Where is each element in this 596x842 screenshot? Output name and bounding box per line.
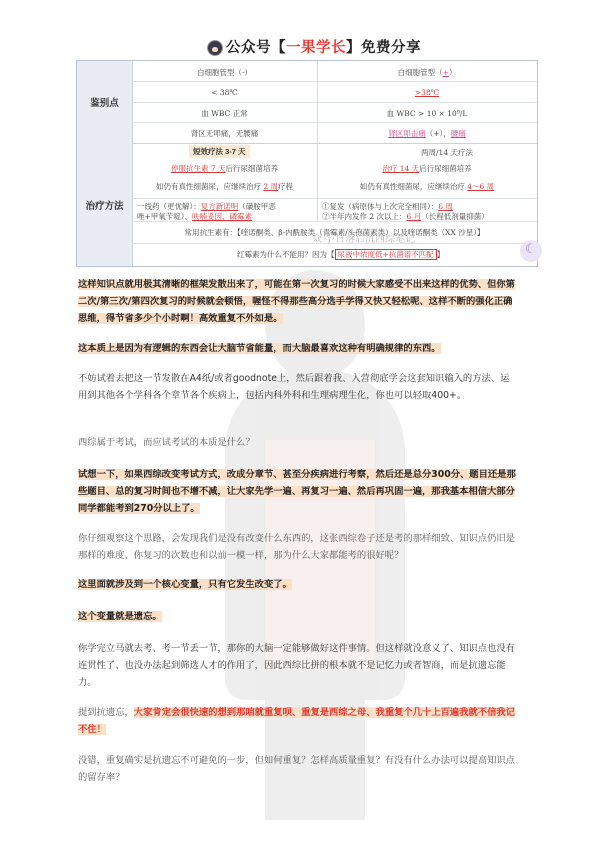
recurrence-1: ①复发（病原体与上次完全相同）：6 周 <box>322 202 453 211</box>
header-title: 公众号【一果学长】免费分享 <box>226 40 421 56</box>
paragraph-8: 这个变量就是遗忘。 <box>78 611 162 622</box>
diagnosis-row <box>77 61 537 144</box>
paragraph-3: 不妨试着去把这一节发散在A4纸/或者goodnote上，然后跟着我、入营彻底学会这套知识输入的方法、运用到其他各个学科各个章节各个疾病上，包括内科外科和生理病理生化，你也可以轻取400+。 <box>78 373 510 401</box>
long-course-tag: 两周/14 天疗法 <box>421 148 473 157</box>
treatment-label: 治疗方法 <box>77 143 133 266</box>
right-pain: 肾区叩击痛（+），腰痛 <box>388 129 466 138</box>
diagnosis-label: 鉴别点 <box>77 61 133 143</box>
long-line-1: 治疗 14 天后行尿细菌培养 <box>382 164 472 173</box>
short-line-2: 如仍有真性细菌尿，应继续治疗 2 周疗程 <box>155 182 294 191</box>
paragraph-11: 没错，重复确实是抗遗忘不可避免的一步，但如何重复？怎样高质量重复？有没有什么办法可以提高知识点的留存率？ <box>78 755 515 783</box>
paragraph-4: 西综属于考试，而应试考试的本质是什么？ <box>78 437 255 448</box>
long-line-2: 如仍有真性细菌尿，应继续治疗 4～6 周 <box>359 182 495 191</box>
paragraph-7: 这里面就涉及到一个核心变量，只有它发生改变了。 <box>78 579 292 590</box>
short-line-1: 停服抗生素 7 天后行尿细菌培养 <box>170 164 279 173</box>
right-cast: 白细胞管型（+） <box>397 68 457 77</box>
paragraph-9: 你学完立马就去考、考一节丢一节，那你的大脑一定能够做好这件事情。但这样就没意义了、知识点也没有连贯性了、也没办法起到筛选人才的作用了，因此西综比拼的根本就不是记忆力或者智商，而是抗遗忘能力。 <box>78 643 515 688</box>
treatment-row <box>77 143 537 266</box>
paragraph-10: 提到抗遗忘，大家肯定会很快速的想到那咱就重复呗、重复是西综之母、我重复个几十上百遍我就不信我记不住！ <box>78 707 515 735</box>
paragraph-1: 这样知识点就用极其清晰的框架发散出来了，可能在第一次复习的时候大家感受不出来这样的优势、但你第二次/第三次/第四次复习的时候就会顿悟，喔怪不得那些高分选手学得又快又轻松呢、这样不断的强化正确思维，得节省多少个小时啊！高效重复不外如是。 <box>78 279 515 324</box>
header-accent: 一果学长 <box>286 40 346 56</box>
left-pain: 肾区无叩痛，无腰痛 <box>190 129 259 138</box>
first-line-drugs: 一线药（更优解）：复方新诺明（磺胺甲恶 <box>137 202 276 211</box>
moon-icon <box>520 240 542 262</box>
left-temp: < 38℃ <box>211 88 238 97</box>
watermark-text: 众号·日落后沉西综笔记 <box>312 234 416 245</box>
short-course-tag: 短效疗法 3-7 天 <box>189 145 250 158</box>
right-wbc: 血 WBC > 10 × 10⁹/L <box>386 109 468 118</box>
paragraph-2: 这本质上是因为有逻辑的东西会让大脑节省能量，而大脑最喜欢这种有明确规律的东西。 <box>78 343 441 354</box>
left-cast: 白细胞管型（-） <box>196 68 253 77</box>
left-wbc: 血 WBC 正常 <box>201 109 248 118</box>
paragraph-6: 你仔细观察这个思路，会发现我们是没有改变什么东西的，这张西综卷子还是考的那样细致、知识点仍旧是那样的难度、你复习的次数也和以前一模一样，那为什么大家都能考的很好呢？ <box>78 533 515 561</box>
page-header <box>0 0 596 58</box>
erythromycin-note: 红霉素为什么不能用？因为【 尿液中浓度低+抗菌谱不匹配 】 <box>237 250 445 259</box>
notes-table <box>76 60 538 267</box>
common-antibiotics: 常用抗生素有：【喹诺酮类、β-内酰胺类（青霉素/头孢菌素类）以及喹诺酮类（XX 沙星）】 <box>184 228 485 237</box>
recurrence-2: ②半年内发作 2 次以上：6 月（长程低剂量抑菌） <box>322 212 489 221</box>
paragraph-5: 试想一下，如果西综改变考试方式，改成分章节、甚至分疾病进行考察，然后还是总分300分、题目还是那些题目、总的复习时间也不增不减，让大家先学一遍、再复习一遍、然后再巩固一遍，那我基本相信大部分同学都能考到270分以上了。 <box>78 469 516 514</box>
first-line-drugs-2: 唑+甲氧苄啶）、呋喃妥因、磷霉素 <box>137 212 253 221</box>
right-temp: >38℃ <box>414 88 440 97</box>
author-avatar-icon <box>207 40 223 56</box>
